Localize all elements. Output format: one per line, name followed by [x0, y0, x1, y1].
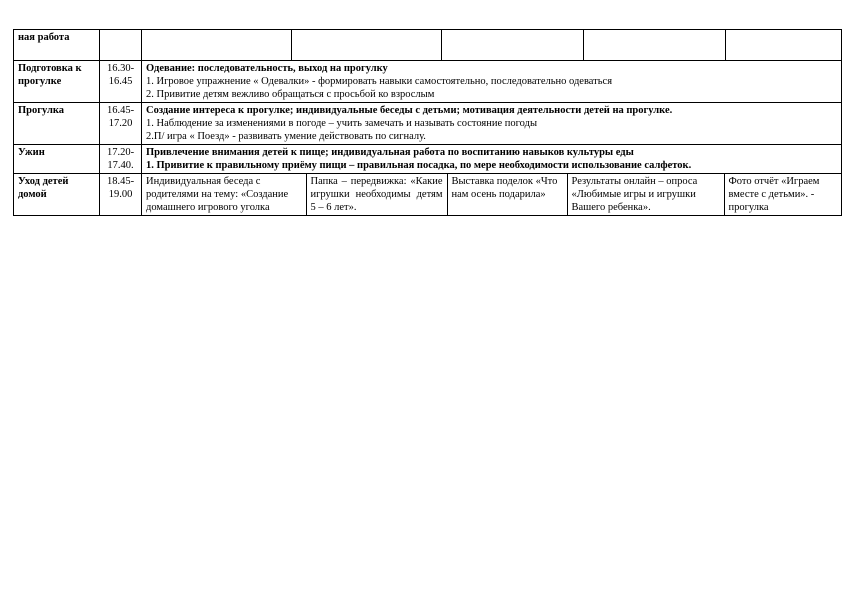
- activity-cell: [292, 30, 442, 61]
- row-time: 18.45-19.00: [100, 174, 142, 216]
- activity-cell: Результаты онлайн – опроса «Любимые игры и игрушки Вашего ребенка».: [567, 174, 724, 215]
- activity-cell: [584, 30, 726, 61]
- activity-cell: Папка – передвижка: «Какие игрушки необходимы детям 5 – 6 лет».: [306, 174, 447, 215]
- activity-cell: Индивидуальная беседа с родителями на тему: «Создание домашнего игрового уголка: [146, 176, 289, 213]
- activity-cell: Выставка поделок «Что нам осень подарила»: [447, 174, 567, 215]
- row-label: Подготовка к прогулке: [14, 61, 100, 103]
- schedule-table: [13, 29, 842, 216]
- table-row: [14, 174, 842, 216]
- activity-item: 2.П/ игра « Поезд» - развивать умение действовать по сигналу.: [146, 131, 426, 142]
- row-label: Уход детей домой: [14, 174, 100, 216]
- activity-heading: Создание интереса к прогулке; индивидуальные беседы с детьми; мотивация деятельности детей на прогулке.: [146, 105, 673, 116]
- row-label: ная работа: [14, 30, 100, 61]
- activity-item: 2. Привитие детям вежливо обращаться с просьбой ко взрослым: [146, 89, 435, 100]
- activity-item: 1. Наблюдение за изменениями в погоде – учить замечать и называть состояние погоды: [146, 118, 537, 129]
- table-row: [14, 145, 842, 174]
- activity-heading: Привлечение внимания детей к пище; индивидуальная работа по воспитанию навыков культуры еды: [146, 147, 634, 158]
- row-label: Ужин: [14, 145, 100, 174]
- activity-cell: [142, 103, 842, 145]
- row-time: 16.30-16.45: [100, 61, 142, 103]
- table-row: [14, 61, 842, 103]
- activity-item: 1. Привитие к правильному приёму пищи – правильная посадка, по мере необходимости использование салфеток.: [146, 160, 692, 171]
- activity-cell: Фото отчёт «Играем вместе с детьми». - прогулка: [724, 174, 841, 215]
- row-time: 16.45-17.20: [100, 103, 142, 145]
- activity-cell: [142, 30, 292, 61]
- activity-cell: [142, 145, 842, 174]
- activity-cell: [442, 30, 584, 61]
- activity-item: 1. Игровое упражнение « Одевалки» - формировать навыки самостоятельно, последовательно одеваться: [146, 76, 613, 87]
- table-row: [14, 103, 842, 145]
- row-time: [100, 30, 142, 61]
- activity-heading: Одевание: последовательность, выход на прогулку: [146, 63, 388, 74]
- table-row: [14, 30, 842, 61]
- activity-cell: [142, 61, 842, 103]
- activity-group: [142, 174, 842, 216]
- activity-cell: [726, 30, 842, 61]
- parent-activities: [142, 174, 841, 215]
- row-time: 17.20-17.40.: [100, 145, 142, 174]
- row-label: Прогулка: [14, 103, 100, 145]
